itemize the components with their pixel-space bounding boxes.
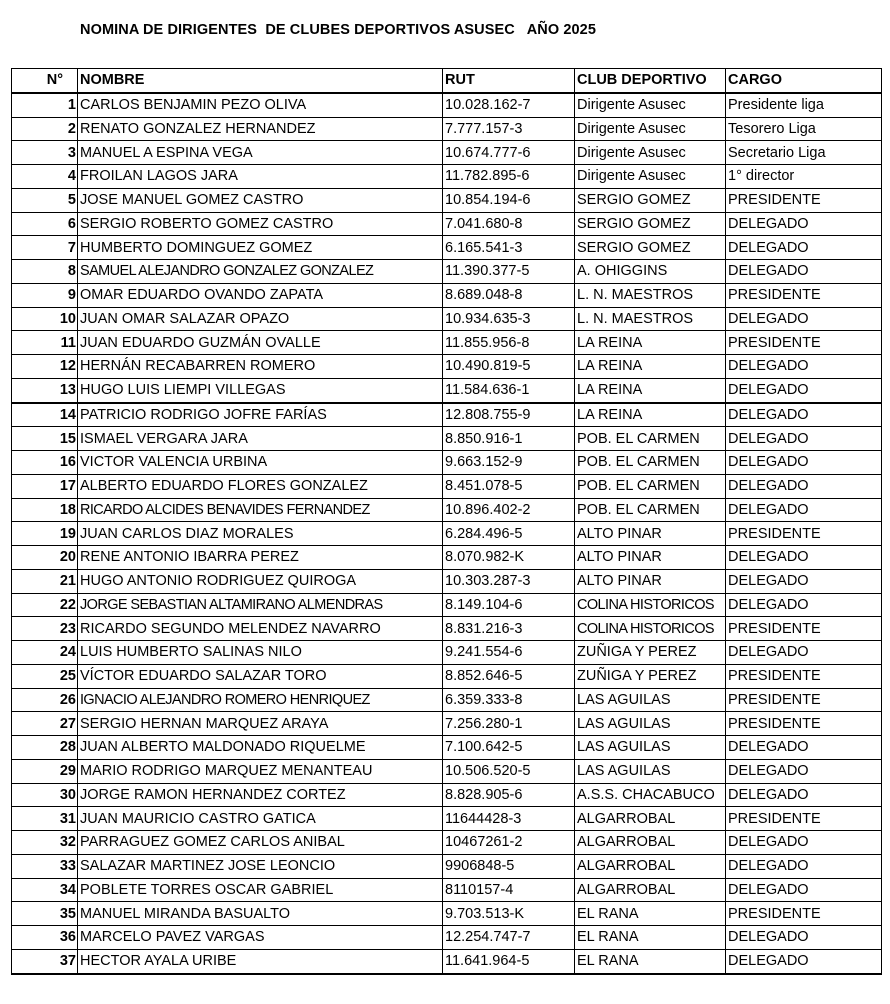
cell-rut: 11.584.636-1	[443, 378, 575, 402]
cell-club: Dirigente Asusec	[575, 93, 726, 117]
cell-num: 29	[12, 759, 78, 783]
cell-num: 37	[12, 949, 78, 973]
cell-rut: 6.284.496-5	[443, 522, 575, 546]
cell-rut: 7.041.680-8	[443, 212, 575, 236]
cell-num: 33	[12, 854, 78, 878]
cell-club: ALTO PINAR	[575, 569, 726, 593]
cell-nombre: RICARDO ALCIDES BENAVIDES FERNANDEZ	[78, 498, 443, 522]
cell-cargo: DELEGADO	[726, 403, 882, 427]
table-row	[12, 451, 882, 475]
table-header-row	[12, 69, 882, 93]
cell-num: 17	[12, 474, 78, 498]
cell-club: LA REINA	[575, 331, 726, 355]
cell-club: ALGARROBAL	[575, 831, 726, 855]
cell-nombre: MANUEL A ESPINA VEGA	[78, 141, 443, 165]
cell-cargo: PRESIDENTE	[726, 688, 882, 712]
cell-nombre: CARLOS BENJAMIN PEZO OLIVA	[78, 93, 443, 117]
cell-nombre: OMAR EDUARDO OVANDO ZAPATA	[78, 283, 443, 307]
cell-cargo: DELEGADO	[726, 641, 882, 665]
table-row	[12, 854, 882, 878]
cell-num: 2	[12, 117, 78, 141]
cell-nombre: SAMUEL ALEJANDRO GONZALEZ GONZALEZ	[78, 260, 443, 284]
cell-nombre: JOSE MANUEL GOMEZ CASTRO	[78, 188, 443, 212]
dirigentes-table	[11, 68, 882, 975]
table-row	[12, 688, 882, 712]
table-row	[12, 117, 882, 141]
cell-cargo: Tesorero Liga	[726, 117, 882, 141]
cell-nombre: MARCELO PAVEZ VARGAS	[78, 926, 443, 950]
cell-club: Dirigente Asusec	[575, 165, 726, 189]
cell-cargo: PRESIDENTE	[726, 331, 882, 355]
table-row	[12, 759, 882, 783]
cell-num: 13	[12, 378, 78, 402]
cell-num: 27	[12, 712, 78, 736]
cell-nombre: HUGO ANTONIO RODRIGUEZ QUIROGA	[78, 569, 443, 593]
cell-cargo: DELEGADO	[726, 926, 882, 950]
table-row	[12, 617, 882, 641]
cell-num: 19	[12, 522, 78, 546]
cell-club: COLINA HISTORICOS	[575, 617, 726, 641]
cell-club: POB. EL CARMEN	[575, 474, 726, 498]
cell-nombre: SERGIO HERNAN MARQUEZ ARAYA	[78, 712, 443, 736]
cell-cargo: PRESIDENTE	[726, 902, 882, 926]
cell-rut: 8.689.048-8	[443, 283, 575, 307]
cell-num: 3	[12, 141, 78, 165]
cell-rut: 6.359.333-8	[443, 688, 575, 712]
cell-rut: 10.674.777-6	[443, 141, 575, 165]
cell-nombre: JUAN ALBERTO MALDONADO RIQUELME	[78, 736, 443, 760]
table-row	[12, 641, 882, 665]
cell-rut: 10.028.162-7	[443, 93, 575, 117]
table-row	[12, 188, 882, 212]
cell-num: 1	[12, 93, 78, 117]
cell-cargo: PRESIDENTE	[726, 522, 882, 546]
table-row	[12, 283, 882, 307]
cell-cargo: DELEGADO	[726, 355, 882, 379]
table-row	[12, 212, 882, 236]
cell-rut: 8.149.104-6	[443, 593, 575, 617]
cell-num: 21	[12, 569, 78, 593]
cell-rut: 10.896.402-2	[443, 498, 575, 522]
cell-club: A.S.S. CHACABUCO	[575, 783, 726, 807]
table-row	[12, 736, 882, 760]
cell-cargo: DELEGADO	[726, 212, 882, 236]
cell-rut: 9.703.513-K	[443, 902, 575, 926]
table-row	[12, 902, 882, 926]
cell-nombre: JUAN EDUARDO GUZMÁN OVALLE	[78, 331, 443, 355]
cell-nombre: HUGO LUIS LIEMPI VILLEGAS	[78, 378, 443, 402]
cell-rut: 8.852.646-5	[443, 664, 575, 688]
cell-rut: 10.506.520-5	[443, 759, 575, 783]
cell-cargo: DELEGADO	[726, 783, 882, 807]
table-row	[12, 878, 882, 902]
cell-cargo: PRESIDENTE	[726, 283, 882, 307]
cell-num: 24	[12, 641, 78, 665]
table-row	[12, 403, 882, 427]
table-row	[12, 712, 882, 736]
cell-num: 8	[12, 260, 78, 284]
table-row	[12, 141, 882, 165]
cell-club: LAS AGUILAS	[575, 759, 726, 783]
cell-nombre: HERNÁN RECABARREN ROMERO	[78, 355, 443, 379]
table-row	[12, 546, 882, 570]
cell-num: 36	[12, 926, 78, 950]
document-title: NOMINA DE DIRIGENTES DE CLUBES DEPORTIVOS ASUSEC AÑO 2025	[80, 22, 596, 38]
cell-cargo: 1° director	[726, 165, 882, 189]
cell-cargo: Secretario Liga	[726, 141, 882, 165]
cell-nombre: SALAZAR MARTINEZ JOSE LEONCIO	[78, 854, 443, 878]
cell-num: 20	[12, 546, 78, 570]
cell-nombre: VICTOR VALENCIA URBINA	[78, 451, 443, 475]
cell-num: 25	[12, 664, 78, 688]
table-row	[12, 331, 882, 355]
cell-club: POB. EL CARMEN	[575, 451, 726, 475]
cell-club: EL RANA	[575, 902, 726, 926]
cell-cargo: PRESIDENTE	[726, 617, 882, 641]
cell-num: 14	[12, 403, 78, 427]
cell-nombre: JUAN MAURICIO CASTRO GATICA	[78, 807, 443, 831]
cell-num: 4	[12, 165, 78, 189]
cell-rut: 10.934.635-3	[443, 307, 575, 331]
cell-num: 22	[12, 593, 78, 617]
cell-nombre: RICARDO SEGUNDO MELENDEZ NAVARRO	[78, 617, 443, 641]
cell-rut: 8.850.916-1	[443, 427, 575, 451]
cell-nombre: PARRAGUEZ GOMEZ CARLOS ANIBAL	[78, 831, 443, 855]
cell-num: 28	[12, 736, 78, 760]
cell-rut: 8110157-4	[443, 878, 575, 902]
cell-num: 10	[12, 307, 78, 331]
table-row	[12, 664, 882, 688]
cell-num: 18	[12, 498, 78, 522]
table-row	[12, 783, 882, 807]
cell-cargo: DELEGADO	[726, 378, 882, 402]
cell-nombre: VÍCTOR EDUARDO SALAZAR TORO	[78, 664, 443, 688]
cell-rut: 8.828.905-6	[443, 783, 575, 807]
cell-club: L. N. MAESTROS	[575, 307, 726, 331]
cell-rut: 7.100.642-5	[443, 736, 575, 760]
cell-num: 11	[12, 331, 78, 355]
cell-club: Dirigente Asusec	[575, 141, 726, 165]
cell-club: EL RANA	[575, 949, 726, 973]
table-row	[12, 165, 882, 189]
table-row	[12, 807, 882, 831]
cell-nombre: LUIS HUMBERTO SALINAS NILO	[78, 641, 443, 665]
table-row	[12, 522, 882, 546]
cell-club: LA REINA	[575, 378, 726, 402]
cell-cargo: DELEGADO	[726, 451, 882, 475]
cell-rut: 9.241.554-6	[443, 641, 575, 665]
cell-nombre: JORGE SEBASTIAN ALTAMIRANO ALMENDRAS	[78, 593, 443, 617]
cell-rut: 9906848-5	[443, 854, 575, 878]
cell-nombre: FROILAN LAGOS JARA	[78, 165, 443, 189]
column-header-num: N°	[12, 69, 78, 93]
cell-cargo: DELEGADO	[726, 546, 882, 570]
cell-rut: 11.855.956-8	[443, 331, 575, 355]
cell-rut: 11.782.895-6	[443, 165, 575, 189]
cell-cargo: DELEGADO	[726, 854, 882, 878]
table-row	[12, 593, 882, 617]
cell-club: LAS AGUILAS	[575, 712, 726, 736]
table-row	[12, 260, 882, 284]
cell-rut: 10.854.194-6	[443, 188, 575, 212]
cell-club: ALTO PINAR	[575, 522, 726, 546]
cell-nombre: ISMAEL VERGARA JARA	[78, 427, 443, 451]
cell-club: ALGARROBAL	[575, 854, 726, 878]
cell-nombre: ALBERTO EDUARDO FLORES GONZALEZ	[78, 474, 443, 498]
table-row	[12, 307, 882, 331]
cell-cargo: DELEGADO	[726, 593, 882, 617]
cell-rut: 10467261-2	[443, 831, 575, 855]
cell-num: 5	[12, 188, 78, 212]
cell-num: 6	[12, 212, 78, 236]
cell-cargo: DELEGADO	[726, 236, 882, 260]
cell-nombre: JORGE RAMON HERNANDEZ CORTEZ	[78, 783, 443, 807]
cell-rut: 11.390.377-5	[443, 260, 575, 284]
cell-cargo: PRESIDENTE	[726, 712, 882, 736]
cell-num: 31	[12, 807, 78, 831]
column-header-cargo: CARGO	[726, 69, 882, 93]
cell-nombre: SERGIO ROBERTO GOMEZ CASTRO	[78, 212, 443, 236]
cell-club: Dirigente Asusec	[575, 117, 726, 141]
cell-rut: 8.451.078-5	[443, 474, 575, 498]
cell-rut: 10.303.287-3	[443, 569, 575, 593]
cell-rut: 8.070.982-K	[443, 546, 575, 570]
cell-rut: 10.490.819-5	[443, 355, 575, 379]
table-body	[12, 93, 882, 974]
cell-nombre: RENATO GONZALEZ HERNANDEZ	[78, 117, 443, 141]
table-row	[12, 93, 882, 117]
cell-rut: 12.254.747-7	[443, 926, 575, 950]
cell-num: 34	[12, 878, 78, 902]
cell-rut: 11644428-3	[443, 807, 575, 831]
cell-rut: 12.808.755-9	[443, 403, 575, 427]
cell-num: 7	[12, 236, 78, 260]
cell-nombre: JUAN CARLOS DIAZ MORALES	[78, 522, 443, 546]
cell-nombre: MANUEL MIRANDA BASUALTO	[78, 902, 443, 926]
cell-num: 9	[12, 283, 78, 307]
cell-rut: 7.777.157-3	[443, 117, 575, 141]
cell-club: SERGIO GOMEZ	[575, 236, 726, 260]
cell-nombre: HUMBERTO DOMINGUEZ GOMEZ	[78, 236, 443, 260]
cell-cargo: DELEGADO	[726, 736, 882, 760]
cell-club: SERGIO GOMEZ	[575, 188, 726, 212]
table-row	[12, 427, 882, 451]
cell-num: 16	[12, 451, 78, 475]
cell-club: POB. EL CARMEN	[575, 498, 726, 522]
cell-nombre: HECTOR AYALA URIBE	[78, 949, 443, 973]
cell-cargo: DELEGADO	[726, 831, 882, 855]
table-row	[12, 926, 882, 950]
cell-cargo: PRESIDENTE	[726, 188, 882, 212]
cell-club: POB. EL CARMEN	[575, 427, 726, 451]
cell-nombre: MARIO RODRIGO MARQUEZ MENANTEAU	[78, 759, 443, 783]
table-row	[12, 831, 882, 855]
cell-club: ALGARROBAL	[575, 878, 726, 902]
cell-cargo: PRESIDENTE	[726, 664, 882, 688]
cell-club: LAS AGUILAS	[575, 688, 726, 712]
cell-club: ZUÑIGA Y PEREZ	[575, 664, 726, 688]
cell-club: COLINA HISTORICOS	[575, 593, 726, 617]
cell-club: ALGARROBAL	[575, 807, 726, 831]
cell-num: 26	[12, 688, 78, 712]
cell-nombre: IGNACIO ALEJANDRO ROMERO HENRIQUEZ	[78, 688, 443, 712]
cell-cargo: DELEGADO	[726, 307, 882, 331]
cell-cargo: PRESIDENTE	[726, 807, 882, 831]
cell-club: ALTO PINAR	[575, 546, 726, 570]
cell-rut: 11.641.964-5	[443, 949, 575, 973]
cell-cargo: DELEGADO	[726, 949, 882, 973]
cell-club: L. N. MAESTROS	[575, 283, 726, 307]
cell-rut: 9.663.152-9	[443, 451, 575, 475]
cell-nombre: POBLETE TORRES OSCAR GABRIEL	[78, 878, 443, 902]
table-row	[12, 569, 882, 593]
cell-num: 15	[12, 427, 78, 451]
cell-nombre: PATRICIO RODRIGO JOFRE FARÍAS	[78, 403, 443, 427]
cell-num: 32	[12, 831, 78, 855]
cell-cargo: DELEGADO	[726, 878, 882, 902]
cell-cargo: DELEGADO	[726, 474, 882, 498]
cell-club: EL RANA	[575, 926, 726, 950]
cell-cargo: Presidente liga	[726, 93, 882, 117]
column-header-nombre: NOMBRE	[78, 69, 443, 93]
cell-club: ZUÑIGA Y PEREZ	[575, 641, 726, 665]
cell-cargo: DELEGADO	[726, 427, 882, 451]
cell-num: 30	[12, 783, 78, 807]
cell-cargo: DELEGADO	[726, 759, 882, 783]
cell-club: A. OHIGGINS	[575, 260, 726, 284]
cell-rut: 8.831.216-3	[443, 617, 575, 641]
cell-nombre: RENE ANTONIO IBARRA PEREZ	[78, 546, 443, 570]
column-header-club: CLUB DEPORTIVO	[575, 69, 726, 93]
cell-club: LA REINA	[575, 355, 726, 379]
cell-rut: 6.165.541-3	[443, 236, 575, 260]
table-row	[12, 355, 882, 379]
table-row	[12, 378, 882, 402]
table-row	[12, 236, 882, 260]
cell-cargo: DELEGADO	[726, 569, 882, 593]
table-row	[12, 498, 882, 522]
cell-num: 35	[12, 902, 78, 926]
cell-cargo: DELEGADO	[726, 260, 882, 284]
cell-num: 12	[12, 355, 78, 379]
column-header-rut: RUT	[443, 69, 575, 93]
table-row	[12, 474, 882, 498]
table-row	[12, 949, 882, 973]
cell-num: 23	[12, 617, 78, 641]
cell-club: LA REINA	[575, 403, 726, 427]
cell-rut: 7.256.280-1	[443, 712, 575, 736]
cell-club: SERGIO GOMEZ	[575, 212, 726, 236]
cell-cargo: DELEGADO	[726, 498, 882, 522]
cell-nombre: JUAN OMAR SALAZAR OPAZO	[78, 307, 443, 331]
cell-club: LAS AGUILAS	[575, 736, 726, 760]
